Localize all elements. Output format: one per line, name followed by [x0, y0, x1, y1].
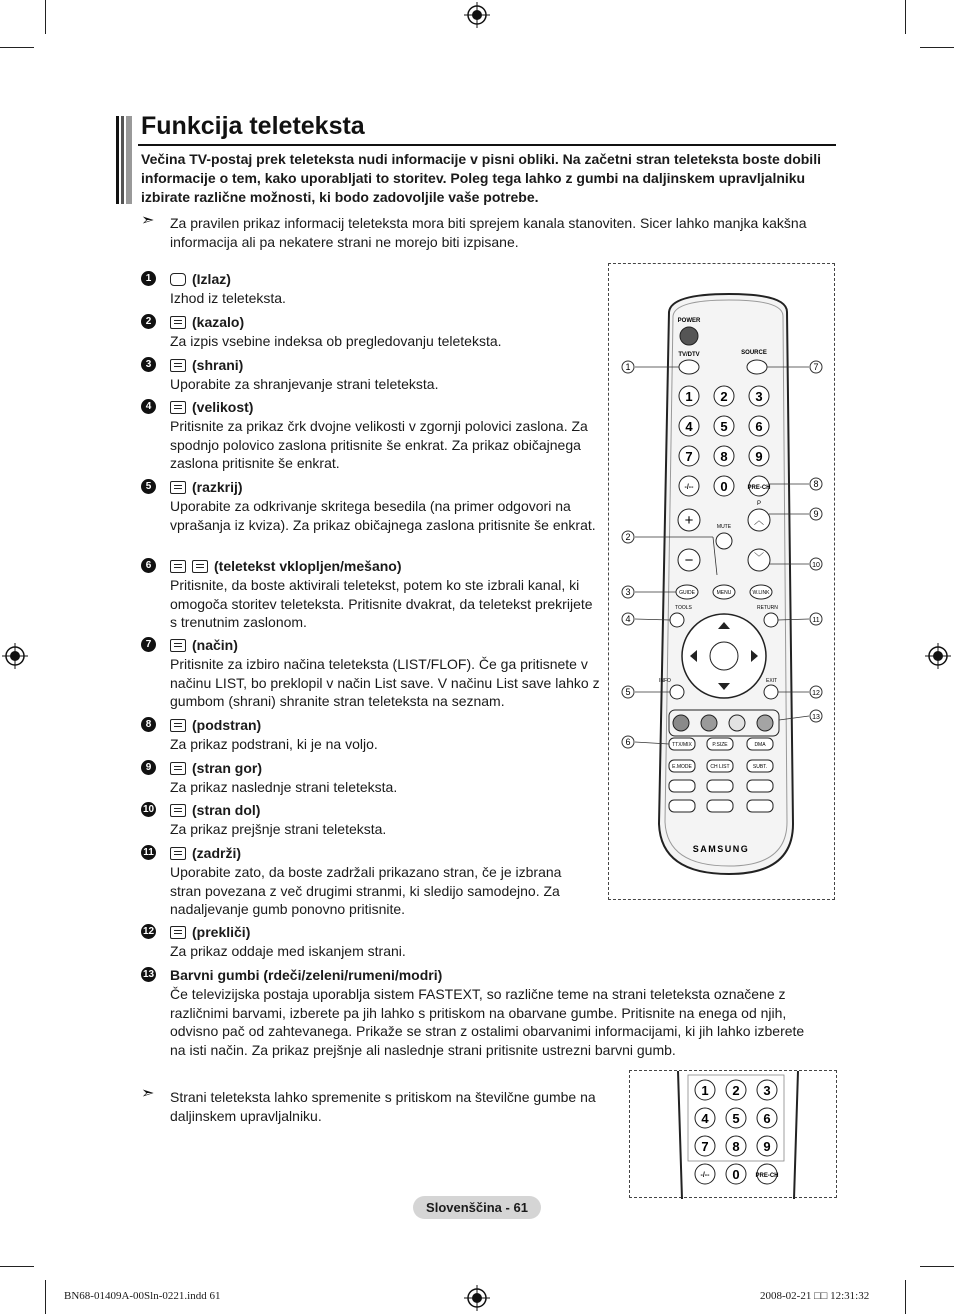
crop-mark	[905, 1280, 906, 1314]
prech-label: PRE-CH	[755, 1173, 779, 1179]
item-description: Izhod iz teleteksta.	[170, 290, 286, 306]
digit-label: 8	[732, 1139, 740, 1154]
size-icon	[170, 401, 186, 414]
digit-label: 1	[685, 389, 693, 404]
sub-page-icon	[170, 719, 186, 732]
chlist-label: CH LIST	[710, 764, 730, 770]
exit-tv-icon	[170, 273, 186, 286]
crop-mark	[920, 47, 954, 48]
list-item	[141, 636, 611, 714]
item-number: 8	[141, 717, 156, 732]
callout-number: 6	[625, 737, 631, 747]
remote-control-icon	[609, 264, 836, 901]
item-label: (prekliči)	[192, 924, 251, 940]
wlink-label: W.LINK	[752, 590, 770, 596]
psize-label: P.SIZE	[712, 742, 728, 748]
item-number: 12	[142, 926, 155, 937]
list-item	[141, 844, 611, 922]
title-bar-decoration	[116, 116, 132, 204]
item-number: 11	[141, 845, 156, 860]
callout-number: 4	[625, 614, 631, 624]
intro-text: Večina TV-postaj prek teleteksta nudi informacije v pisni obliki. Na začetni stran teleteksta boste dobili informacije o tem, kako uporabljati to storitev. Poleg tega lahko z gumbi na daljinskem upravljalniku izbirate različne možnosti, ki bodo zadovoljile vaše potrebe.	[141, 151, 821, 205]
power-label: POWER	[677, 318, 701, 324]
index-icon	[170, 316, 186, 329]
svg-text:+: +	[684, 512, 694, 529]
crop-mark	[45, 1280, 46, 1314]
svg-text:﹀: ﹀	[754, 553, 764, 564]
digit-label: 7	[685, 449, 693, 464]
samsung-logo: SAMSUNG	[692, 844, 750, 854]
crop-mark	[45, 0, 46, 34]
remote-illustration	[608, 263, 835, 900]
store-icon	[170, 359, 186, 372]
registration-mark-icon	[925, 643, 951, 669]
digit-label: 9	[763, 1139, 771, 1154]
item-number: 7	[141, 637, 156, 652]
info-label: INFO	[659, 678, 671, 684]
callout-number: 12	[812, 690, 820, 697]
list-item	[141, 356, 611, 396]
item-number: 5	[141, 479, 156, 494]
callout-number: 5	[625, 687, 631, 697]
item-description: Pritisnite za izbiro načina teleteksta (LIST/FLOF). Če ga pritisnete v načinu LIST, bo preklopil v način List save. V načinu List save lahko z gumbom (shrani) shranite stran teleteksta na seznam.	[170, 656, 600, 709]
registration-mark-icon	[464, 1285, 490, 1311]
digit-label: 3	[755, 389, 763, 404]
list-item	[141, 801, 611, 841]
callout-number: 3	[625, 587, 631, 597]
item-label: (stran dol)	[192, 802, 261, 818]
digit-label: 1	[701, 1083, 709, 1098]
item-number: 9	[141, 760, 156, 775]
page-title: Funkcija teleteksta	[141, 112, 365, 140]
mute-label: MUTE	[716, 524, 732, 530]
digit-label: 6	[755, 419, 763, 434]
item-label: (Izlaz)	[192, 271, 231, 287]
tools-label: TOOLS	[675, 605, 692, 611]
digit-label: 5	[720, 419, 728, 434]
item-number: 1	[141, 271, 156, 286]
list-item	[141, 966, 821, 1062]
registration-mark-icon	[2, 643, 28, 669]
item-description: Za prikaz naslednje strani teleteksta.	[170, 779, 398, 795]
item-number: 3	[141, 357, 156, 372]
prech-label: PRE-CH	[747, 485, 771, 491]
callout-number: 10	[812, 562, 820, 569]
note-text: Za pravilen prikaz informacij teleteksta mora biti sprejem kanala stanoviten. Sicer lahko manjka kakšna informacija ali pa nekatere strani ne morejo biti izpisane.	[170, 215, 807, 250]
print-slug-left: BN68-01409A-00Sln-0221.indd 61	[64, 1290, 221, 1302]
item-label: (razkrij)	[192, 479, 243, 495]
list-item	[141, 398, 611, 476]
callout-number: 1	[625, 362, 631, 372]
dma-label: DMA	[754, 742, 766, 748]
ttxmix-label: TTX/MIX	[672, 742, 692, 748]
item-number: 4	[141, 399, 156, 414]
registration-mark-icon	[464, 2, 490, 28]
list-item	[141, 478, 611, 556]
teletext-mix-icon	[192, 560, 208, 573]
list-item	[141, 716, 611, 756]
callout-number: 13	[812, 714, 820, 721]
mode-icon	[170, 639, 186, 652]
item-number: 10	[142, 804, 155, 815]
item-description: Za prikaz podstrani, ki je na voljo.	[170, 736, 378, 752]
digit-label: 5	[732, 1111, 740, 1126]
remote-keypad-icon	[630, 1071, 838, 1199]
callout-number: 11	[812, 617, 820, 624]
callout-number: 9	[813, 509, 819, 519]
item-description: Za prikaz oddaje med iskanjem strani.	[170, 943, 406, 959]
callout-number: 2	[625, 532, 631, 542]
digit-label: 9	[755, 449, 763, 464]
item-label: (velikost)	[192, 399, 254, 415]
item-description: Če televizijska postaja uporablja sistem FASTEXT, so različne teme na strani teleteksta označene z različnimi barvami, izberete pa jih lahko s pritiskom na obarvane gumbe. Pritisnite na enega od njih, odvisno pač od zahtevanega. Prikaže se stran z ostalimi obarvanimi informacijami, ki jih lahko izberete na isti način. Za prikaz prejšnje ali naslednje strani pritisnite ustrezni barvni gumb.	[170, 986, 805, 1058]
item-label: (način)	[192, 637, 238, 653]
dash-label: -/--	[684, 484, 694, 491]
callout-number: 7	[813, 362, 819, 372]
digit-label: 4	[685, 419, 693, 434]
callout-number: 8	[813, 479, 819, 489]
item-number: 6	[141, 558, 156, 573]
tvdtv-label: TV/DTV	[678, 352, 700, 358]
item-label: (teletekst vklopljen/mešano)	[214, 558, 402, 574]
item-label: (kazalo)	[192, 314, 245, 330]
item-number: 13	[142, 969, 155, 980]
item-number: 2	[141, 314, 156, 329]
digit-label: 2	[732, 1083, 740, 1098]
svg-text:︿: ︿	[754, 516, 764, 527]
note-arrow-icon: ➣	[141, 212, 155, 229]
list-item	[141, 557, 611, 635]
item-description: Uporabite za shranjevanje strani teleteksta.	[170, 376, 439, 392]
item-label: (stran gor)	[192, 760, 262, 776]
digit-label: 6	[763, 1111, 771, 1126]
item-label: (zadrži)	[192, 845, 241, 861]
digit-label: 4	[701, 1111, 709, 1126]
item-label: (podstran)	[192, 717, 262, 733]
print-slug-right: 2008-02-21 □□ 12:31:32	[760, 1290, 870, 1302]
source-label: SOURCE	[741, 350, 767, 356]
crop-mark	[920, 1266, 954, 1267]
reveal-icon	[170, 481, 186, 494]
item-description: Pritisnite, da boste aktivirali teletekst, potem ko ste izbrali kanal, ki omogoča storitev teleteksta. Pritisnite dvakrat, da teletekst prekrijete s trenutnim zaslonom.	[170, 577, 593, 630]
digit-label: 3	[763, 1083, 771, 1098]
cancel-icon	[170, 926, 186, 939]
title-rule	[138, 144, 836, 146]
p-label: P	[756, 501, 762, 507]
list-item	[141, 923, 611, 963]
note-arrow-icon: ➣	[141, 1085, 155, 1102]
remote-keypad-illustration	[629, 1070, 837, 1198]
item-label: Barvni gumbi (rdeči/zeleni/rumeni/modri)	[170, 967, 443, 983]
digit-label: 8	[720, 449, 728, 464]
hold-icon	[170, 847, 186, 860]
digit-label: 7	[701, 1139, 709, 1154]
exit-label: EXIT	[766, 678, 778, 684]
list-item	[141, 270, 611, 310]
teletext-on-icon	[170, 560, 186, 573]
page-up-icon	[170, 762, 186, 775]
digit-label: 2	[720, 389, 728, 404]
item-description: Za izpis vsebine indeksa ob pregledovanju teleteksta.	[170, 333, 502, 349]
item-description: Pritisnite za prikaz črk dvojne velikosti v zgornji polovici zaslona. Za spodnjo polovico zaslona pritisnite še enkrat. Za prikaz običajnega zaslona pritisnite še enkrat.	[170, 418, 588, 471]
menu-label: MENU	[716, 590, 732, 596]
dash-label: -/--	[700, 1172, 710, 1179]
page-number-badge: Slovenščina - 61	[413, 1196, 541, 1219]
list-item	[141, 313, 611, 353]
list-item	[141, 759, 611, 799]
page-down-icon	[170, 804, 186, 817]
note-text: Strani teleteksta lahko spremenite s pritiskom na številčne gumbe na daljinskem upravljalniku.	[170, 1089, 596, 1124]
subt-label: SUBT.	[752, 764, 768, 770]
crop-mark	[905, 0, 906, 34]
item-label: (shrani)	[192, 357, 244, 373]
item-description: Uporabite zato, da boste zadržali prikazano stran, če je izbrana stran povezana z več drugimi stranmi, ki sledijo samodejno. Za nadaljevanje gumb ponovno pritisnite.	[170, 864, 562, 917]
item-description: Za prikaz prejšnje strani teleteksta.	[170, 821, 387, 837]
svg-text:−: −	[684, 552, 694, 569]
return-label: RETURN	[757, 605, 778, 611]
emode-label: E.MODE	[672, 764, 692, 770]
item-description: Uporabite za odkrivanje skritega besedila (na primer odgovori na vprašanja iz kviza). Za prikaz običajnega zaslona pritisnite še enkrat.	[170, 498, 596, 533]
crop-mark	[0, 47, 34, 48]
digit-label: 0	[732, 1167, 740, 1182]
crop-mark	[0, 1266, 34, 1267]
guide-label: GUIDE	[679, 590, 695, 596]
digit-label: 0	[720, 479, 728, 494]
